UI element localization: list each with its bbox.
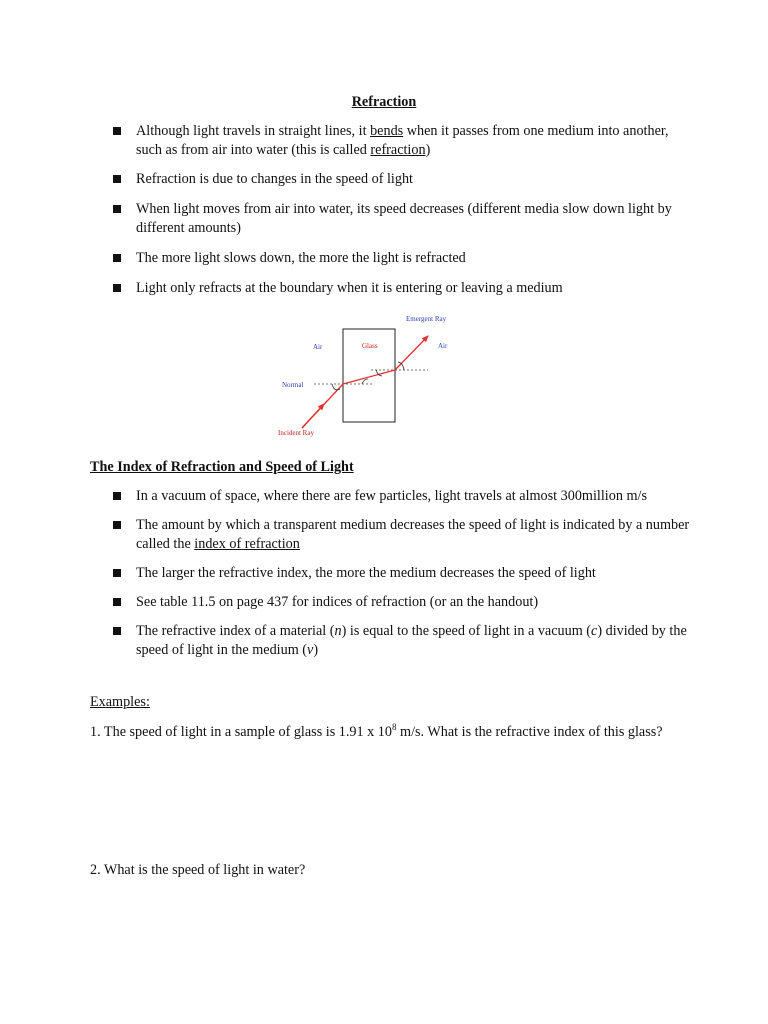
symbol-v: v — [307, 642, 314, 658]
bullet-text: The amount by which a transparent medium decreases the speed of light is indicated by a number called the — [136, 517, 690, 552]
label-emergent-ray: Emergent Ray — [406, 315, 447, 323]
bullet-text: Although light travels in straight lines, it — [136, 123, 371, 139]
bullet-formula — [112, 622, 692, 660]
bullet-text: ) — [313, 642, 319, 658]
section-heading: The Index of Refraction and Speed of Light — [90, 459, 354, 475]
bullet-vacuum: In a vacuum of space, where there are few particles, light travels at almost 300million m/s — [112, 487, 692, 506]
bullet-boundary: Light only refracts at the boundary when it is entering or leaving a medium — [112, 279, 692, 298]
question-2: 2. What is the speed of light in water? — [90, 862, 306, 878]
label-air-right: Air — [438, 342, 448, 350]
incident-arrow — [302, 404, 324, 428]
term-refraction: refraction — [370, 142, 426, 158]
question-text: m/s. What is the refractive index of this glass? — [396, 724, 663, 740]
speed-bullet-list — [112, 487, 692, 670]
symbol-n: n — [334, 623, 342, 639]
bullet-larger-index: The larger the refractive index, the more the medium decreases the speed of light — [112, 564, 692, 583]
refraction-diagram — [274, 310, 464, 440]
bullet-speed-change: Refraction is due to changes in the speed of light — [112, 170, 692, 189]
label-incident-ray: Incident Ray — [278, 429, 314, 437]
bullet-text: when it passes from one medium into another, such as from air into water (this is called — [136, 123, 669, 158]
question-1 — [90, 723, 690, 742]
emergent-ray — [395, 336, 428, 370]
term-index-of-refraction: index of refraction — [194, 536, 300, 552]
bullet-index-definition — [112, 516, 692, 554]
question-text: 1. The speed of light in a sample of glass is 1.91 x 10 — [90, 724, 392, 740]
examples-label: Examples: — [90, 694, 150, 710]
bullet-text: The refractive index of a material ( — [136, 623, 335, 639]
page-title: Refraction — [351, 94, 417, 110]
symbol-c: c — [591, 623, 598, 639]
bullet-text: ) divided by the speed of light in the medium ( — [136, 623, 687, 658]
term-bends: bends — [370, 123, 404, 139]
bullet-bends — [112, 122, 692, 160]
bullet-see-table: See table 11.5 on page 437 for indices of refraction (or an the handout) — [112, 593, 692, 612]
label-glass: Glass — [362, 342, 378, 350]
bullet-text: ) — [425, 142, 431, 158]
bullet-text: ) is equal to the speed of light in a vacuum ( — [341, 623, 592, 639]
label-air-left: Air — [313, 343, 323, 351]
refraction-bullet-list — [112, 122, 692, 298]
bullet-slows-down: The more light slows down, the more the light is refracted — [112, 249, 692, 268]
exponent: 8 — [391, 722, 397, 732]
bullet-air-water: When light moves from air into water, its speed decreases (different media slow down light by different amounts) — [112, 200, 692, 238]
label-normal: Normal — [282, 381, 304, 389]
